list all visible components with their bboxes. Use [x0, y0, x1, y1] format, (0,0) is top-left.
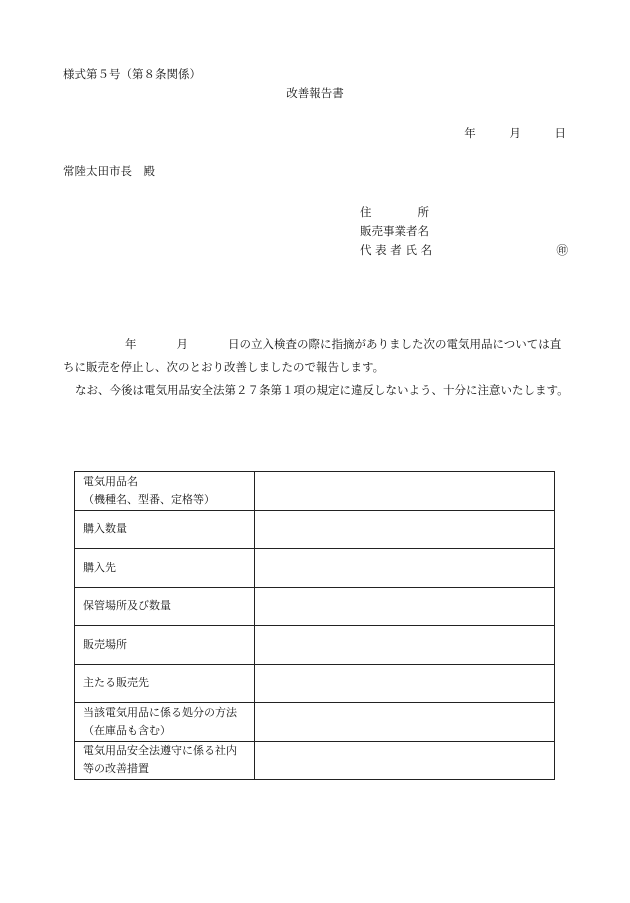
row-label: 購入先 — [75, 549, 255, 588]
addressee: 常陸太田市長 殿 — [63, 164, 155, 178]
date-line — [442, 125, 566, 141]
row-label: 電気用品名 （機種名、型番、定格等） — [75, 472, 255, 511]
representative-label-row — [360, 241, 570, 260]
document-title: 改善報告書 — [286, 86, 344, 100]
table-row — [75, 703, 555, 742]
body-paragraph-1 — [63, 333, 569, 379]
row-label: 電気用品安全法遵守に係る社内等の改善措置 — [75, 741, 255, 780]
table-row — [75, 741, 555, 780]
business-name-label: 販売事業者名 — [360, 224, 429, 238]
table-row — [75, 664, 555, 703]
table-row — [75, 549, 555, 588]
row-value-field[interactable] — [255, 472, 555, 511]
seal-mark: ㊞ — [556, 243, 568, 257]
row-value-field[interactable] — [255, 664, 555, 703]
body-text — [63, 333, 569, 402]
body-month: 月 — [176, 337, 188, 351]
body-paragraph-2: なお、今後は電気用品安全法第２７条第１項の規定に違反しないよう、十分に注意いたします。 — [75, 383, 569, 397]
row-value-field[interactable] — [255, 510, 555, 549]
representative-label: 代 表 者 氏 名 — [360, 243, 433, 257]
report-table — [74, 471, 555, 780]
row-value-field[interactable] — [255, 703, 555, 742]
date-year: 年 — [464, 126, 476, 140]
row-label: 当該電気用品に係る処分の方法（在庫品も含む） — [75, 703, 255, 742]
row-label: 購入数量 — [75, 510, 255, 549]
row-value-field[interactable] — [255, 741, 555, 780]
body-p1-rest: 日の立入検査の際に指摘がありました次の電気用品については直ちに販売を停止し、次のとおり改善しましたので報告します。 — [63, 337, 562, 374]
body-year: 年 — [125, 337, 137, 351]
date-day: 日 — [554, 126, 566, 140]
row-value-field[interactable] — [255, 549, 555, 588]
table-row — [75, 510, 555, 549]
sender-block — [360, 203, 570, 260]
form-number: 様式第５号（第８条関係） — [63, 67, 201, 81]
date-month: 月 — [509, 126, 521, 140]
table-row — [75, 587, 555, 626]
row-label: 主たる販売先 — [75, 664, 255, 703]
row-label: 販売場所 — [75, 626, 255, 665]
row-value-field[interactable] — [255, 626, 555, 665]
row-value-field[interactable] — [255, 587, 555, 626]
table-row — [75, 472, 555, 511]
table-row — [75, 626, 555, 665]
row-label: 保管場所及び数量 — [75, 587, 255, 626]
address-label: 住 所 — [360, 205, 429, 219]
